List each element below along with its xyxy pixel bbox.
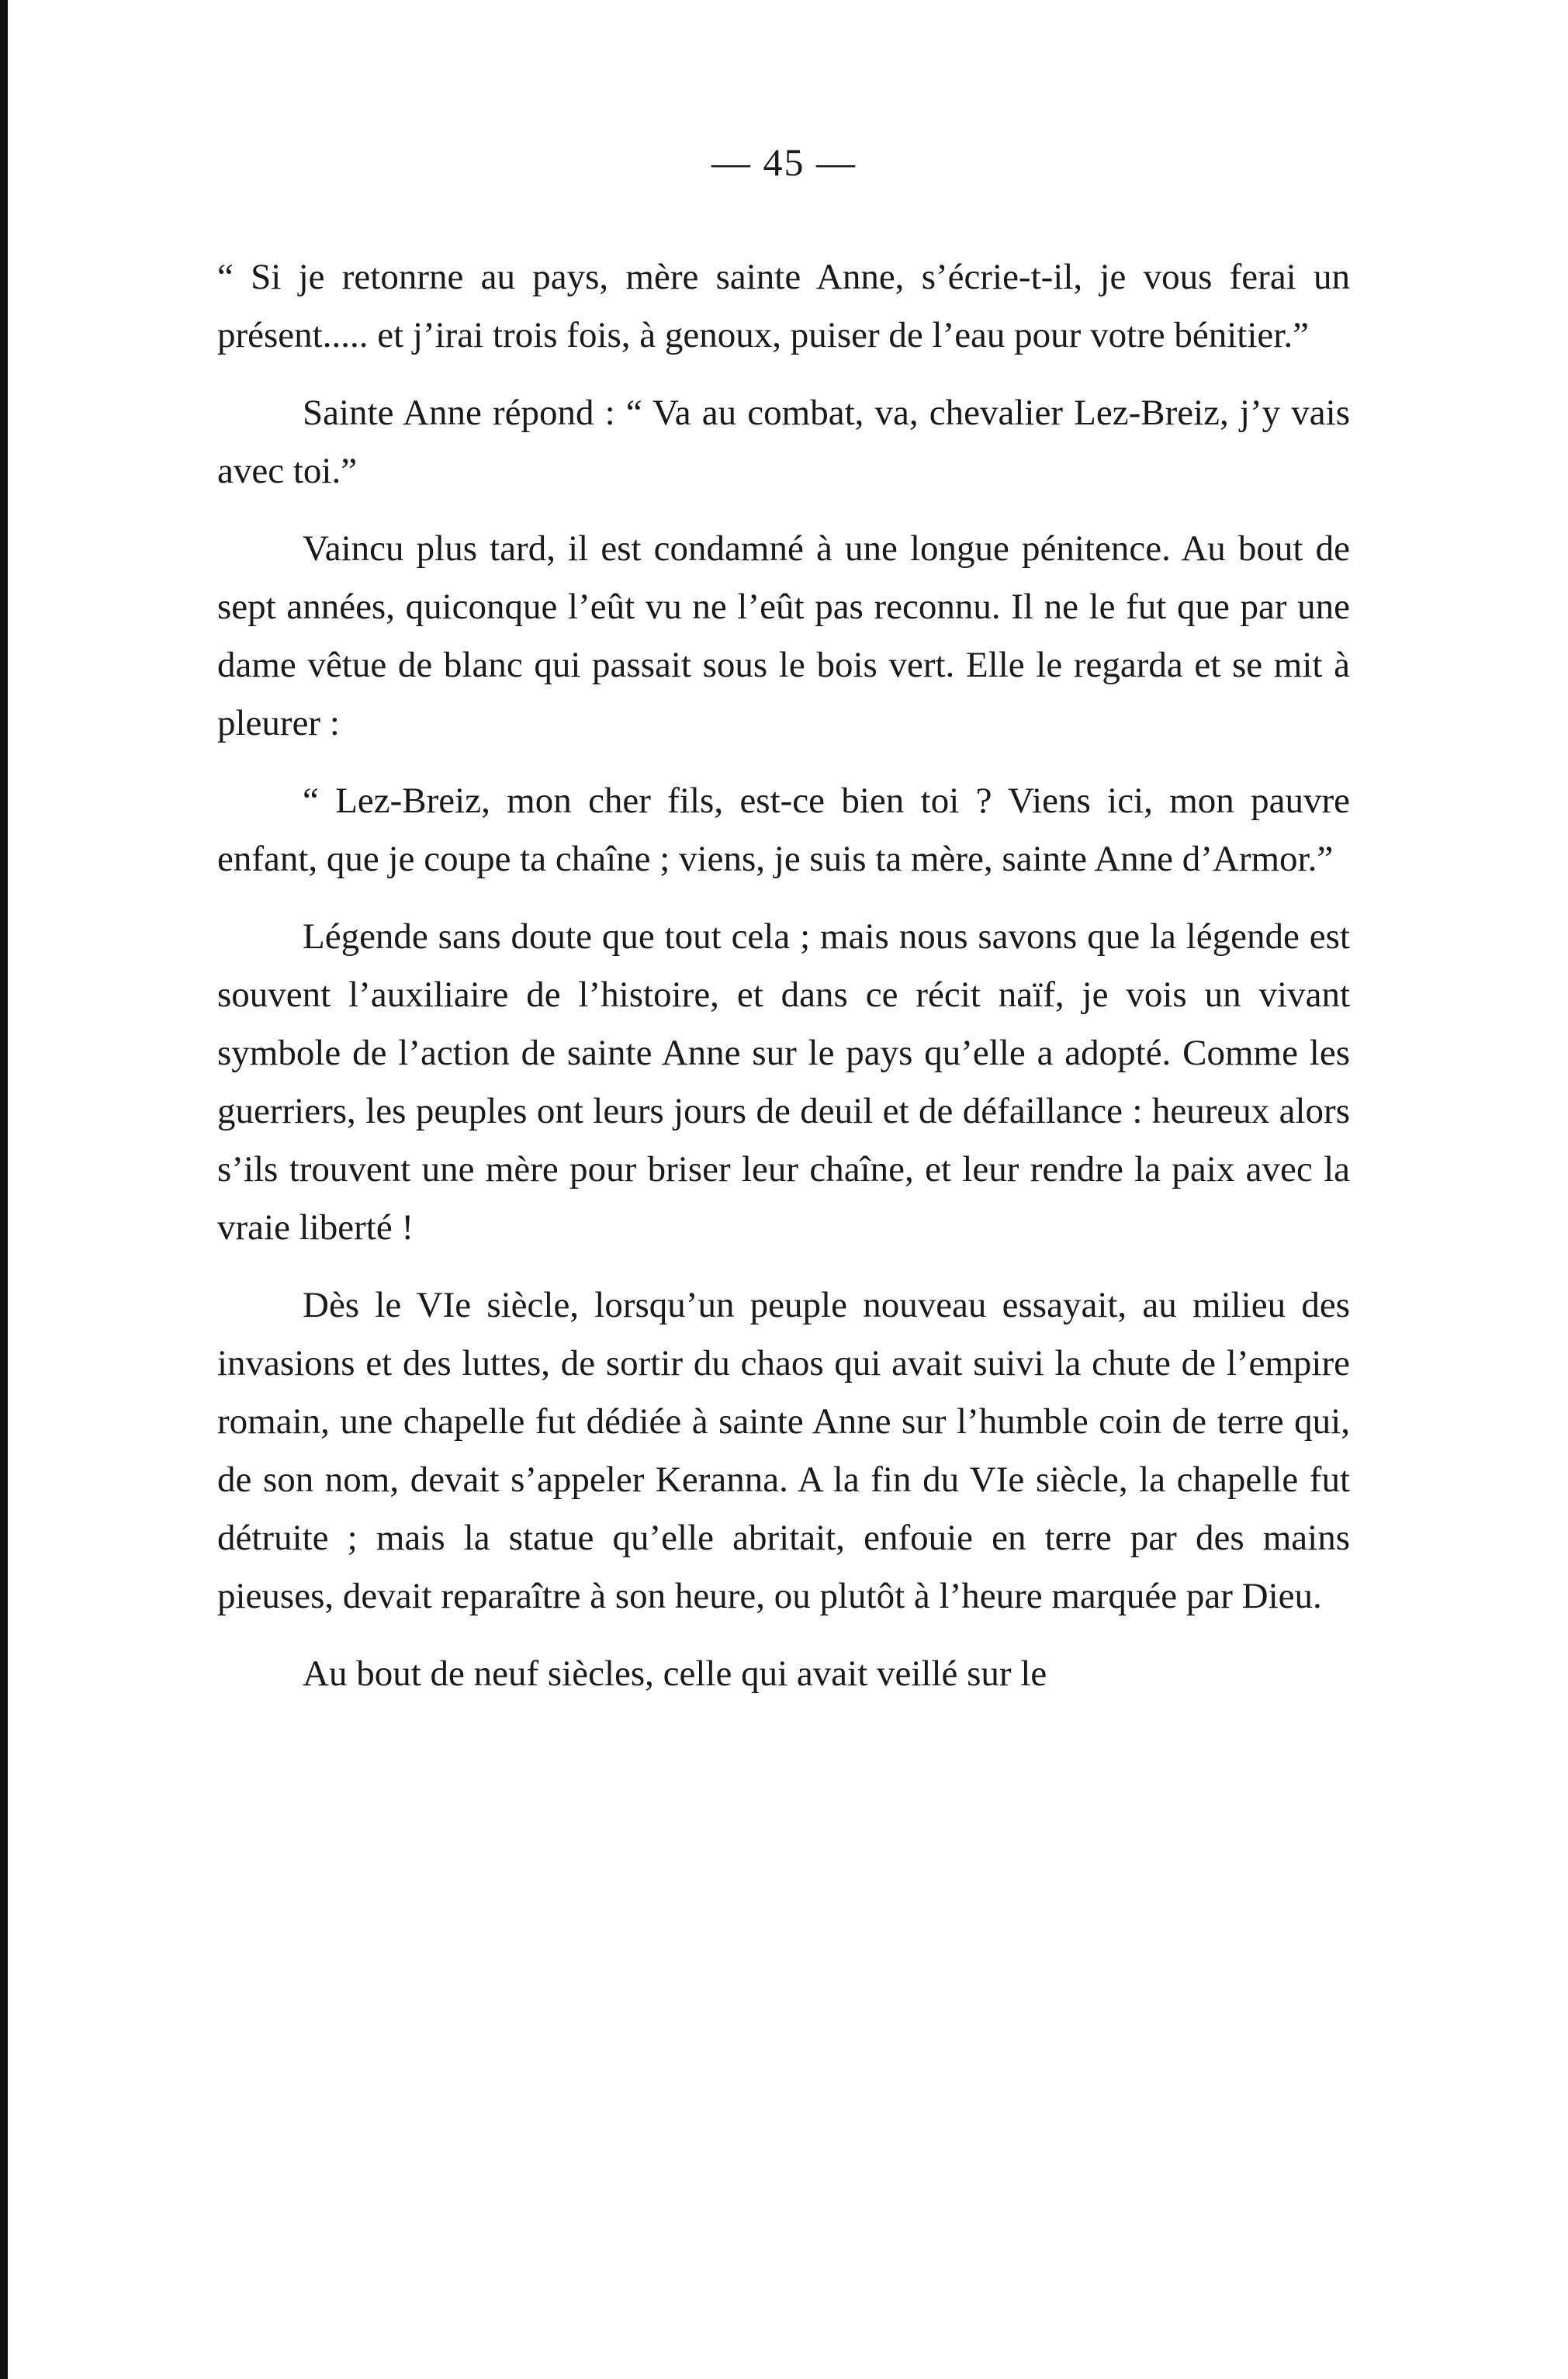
paragraph-legend: Légende sans doute que tout cela ; mais nous savons que la légende est souvent l’auxiliaire de l’histoire, et dans ce récit naïf, je vois un vivant symbole de l’action de sainte Anne sur le pays qu’elle a adopté. Comme les guerriers, les peuples ont leurs jours de deuil et de défaillance : heureux alors s’ils trouvent une mère pour briser leur chaîne, et leur rendre la paix avec la vraie liberté !	[217, 916, 1350, 1248]
paragraph-quote-mother: “ Lez-Breiz, mon cher fils, est-ce bien toi ? Viens ici, mon pauvre enfant, que je coupe ta chaîne ; viens, je suis ta mère, sainte Anne d’Armor.”	[217, 781, 1350, 879]
binding-edge	[0, 0, 8, 2379]
paragraph-sixth-century: Dès le VIe siècle, lorsqu’un peuple nouveau essayait, au milieu des invasions et des luttes, de sortir du chaos qui avait suivi la chute de l’empire romain, une chapelle fut dédiée à sainte Anne sur l’humble coin de terre qui, de son nom, devait s’appeler Keranna. A la fin du VIe siècle, la chapelle fut détruite ; mais la statue qu’elle abritait, enfouie en terre par des mains pieuses, devait reparaître à son heure, ou plutôt à l’heure marquée par Dieu.	[217, 1285, 1350, 1616]
body-text	[217, 248, 1350, 1703]
paragraph-nine-centuries: Au bout de neuf siècles, celle qui avait veillé sur le	[303, 1654, 1047, 1694]
page-number: — 45 —	[711, 140, 857, 184]
paragraph-quote-oath: “ Si je retonrne au pays, mère sainte Anne, s’écrie-t-il, je vous ferai un présent..... et j’irai trois fois, à genoux, puiser de l’eau pour votre bénitier.”	[217, 257, 1350, 355]
paragraph-penitence: Vaincu plus tard, il est condamné à une longue pénitence. Au bout de sept années, quiconque l’eût vu ne l’eût pas reconnu. Il ne le fut que par une dame vêtue de blanc qui passait sous le bois vert. Elle le regarda et se mit à pleurer :	[217, 528, 1350, 743]
paragraph-saint-anne-reply: Sainte Anne répond : “ Va au combat, va, chevalier Lez-Breiz, j’y vais avec toi.”	[217, 393, 1350, 491]
